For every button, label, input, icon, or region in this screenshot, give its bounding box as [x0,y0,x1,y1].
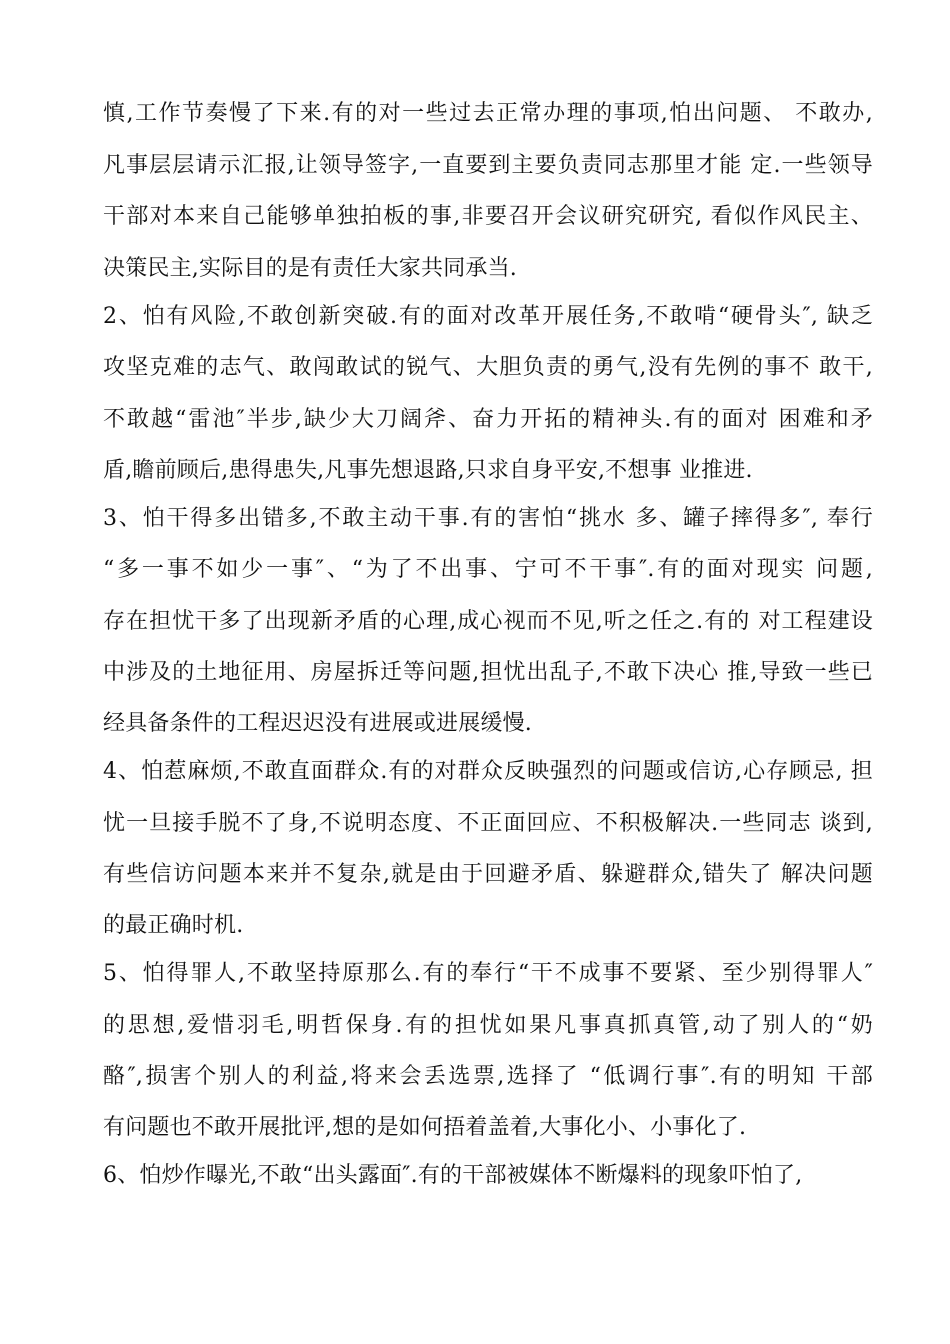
paragraph-line: 有问题也不敢开展批评,想的是如何捂着盖着,大事化小、小事化了. [103,1115,747,1140]
paragraph-line: 忧一旦接手脱不了身,不说明态度、不正面回应、不积极解决.一些同志 谈到, [103,811,873,836]
paragraph-line: 不敢越“雷池″半步,缺少大刀阔斧、奋力开拓的精神头.有的面对 困难和矛 [103,407,873,432]
paragraph-line: 盾,瞻前顾后,患得患失,凡事先想退路,只求自身平安,不想事 业推进. [103,458,753,483]
paragraph-line: 6、怕炒作曝光,不敢“出头露面″.有的干部被媒体不断爆料的现象吓怕了, [103,1163,803,1188]
paragraph-line: 干部对本来自己能够单独拍板的事,非要召开会议研究研究, 看似作风民主、 [103,204,873,229]
paragraph-line: 2、怕有风险,不敢创新突破.有的面对改革开展任务,不敢啃“硬骨头″, 缺乏 [103,304,873,329]
paragraph-line: 3、怕干得多出错多,不敢主动干事.有的害怕“挑水 多、罐子摔得多″, 奉行 [103,506,873,531]
paragraph-line: 凡事层层请示汇报,让领导签字,一直要到主要负责同志那里才能 定.一些领导 [103,153,873,178]
paragraph-line: 4、怕惹麻烦,不敢直面群众.有的对群众反映强烈的问题或信访,心存顾忌, 担 [103,759,873,784]
paragraph-line: 有些信访问题本来并不复杂,就是由于回避矛盾、躲避群众,错失了 解决问题 [103,862,873,887]
paragraph-line: 的思想,爱惜羽毛,明哲保身.有的担忧如果凡事真抓真管,动了别人的“奶 [103,1013,873,1038]
paragraph-line: 经具备条件的工程迟迟没有进展或进展缓慢. [103,711,532,736]
paragraph-line: 酪″,损害个别人的利益,将来会丢选票,选择了 “低调行事″.有的明知 干部 [103,1064,873,1089]
paragraph-line: 慎,工作节奏慢了下来.有的对一些过去正常办理的事项,怕出问题、 不敢办, [103,101,873,126]
paragraph-line: 决策民主,实际目的是有责任大家共同承当. [103,256,517,281]
paragraph-line: 攻坚克难的志气、敢闯敢试的锐气、大胆负责的勇气,没有先例的事不 敢干, [103,355,873,380]
paragraph-line: 中涉及的土地征用、房屋拆迁等问题,担忧出乱子,不敢下决心 推,导致一些已 [103,660,873,685]
paragraph-line: 存在担忧干多了出现新矛盾的心理,成心视而不见,听之任之.有的 对工程建设 [103,609,873,634]
paragraph-line: 的最正确时机. [103,913,244,938]
paragraph-line: “多一事不如少一事″、“为了不出事、宁可不干事″.有的面对现实 问题, [103,557,873,582]
paragraph-line: 5、怕得罪人,不敢坚持原那么.有的奉行“干不成事不要紧、至少别得罪人″ [103,961,873,986]
